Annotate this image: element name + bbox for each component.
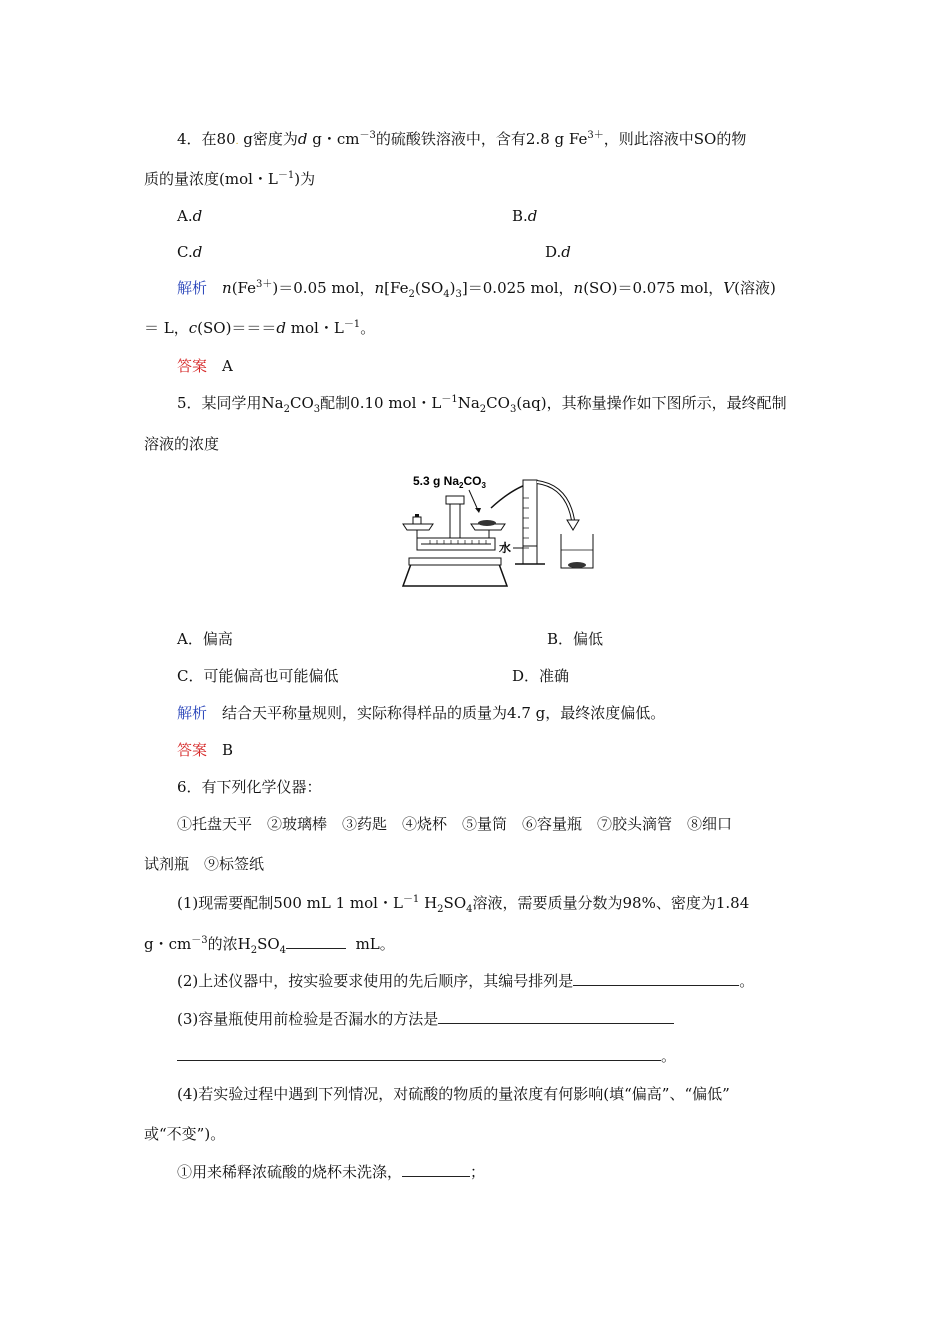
answer-blank[interactable] (402, 1162, 470, 1177)
analysis-tag: 解析 (177, 279, 208, 297)
q4-option-c: C.d (177, 243, 203, 261)
q5-line2: 溶液的浓度 (144, 435, 220, 453)
q4-analysis-line2: ＝ L，c(SO)＝＝＝d mol・$L^{-1}$。 (144, 319, 376, 337)
question-number: 4． (177, 130, 202, 148)
q5-line1: 5．某同学用$Na_2CO_3$配制0.10 mol・$L^{-1}Na_2CO_3(aq)$，其称量操作如下图所示，最终配制 (177, 394, 787, 415)
q6-part4-line2: 或“不变”)。 (144, 1125, 226, 1143)
q6-part1-line2: g・$cm^{-3}$的浓$H_2SO_4$ mL。 (144, 935, 395, 956)
answer-tag: 答案 (177, 357, 208, 375)
answer-blank[interactable] (286, 934, 346, 949)
q5-option-b: B．偏低 (547, 630, 604, 648)
balance-diagram (395, 468, 610, 593)
q6-part4-line1: (4)若实验过程中遇到下列情况，对硫酸的物质的量浓度有何影响(填“偏高”、“偏低” (177, 1085, 730, 1103)
q4-line2: 质的量浓度(mol・$L^{-1}$)为 (144, 170, 316, 188)
q6-part1-line1: (1)现需要配制500 mL 1 mol・$L^{-1}$ $H_2SO_4$溶液，需要质量分数为98%、密度为1.84 (177, 894, 750, 915)
q4-answer (177, 356, 233, 376)
q4-line1: 4．在80. g密度为d g・$cm^{-3}$的硫酸铁溶液中，含有2.8 g $Fe^{3+}$，则此溶液中SO的物 (177, 130, 747, 148)
answer-blank[interactable] (438, 1009, 674, 1024)
figure-water-label: 水 (499, 541, 512, 555)
q4-option-b: B.d (512, 207, 538, 225)
q6-title: 6．有下列化学仪器： (177, 778, 322, 796)
answer-tag: 答案 (177, 741, 208, 759)
q6-part4-item1: ①用来稀释浓硫酸的烧杯未洗涤， ； (177, 1163, 486, 1181)
q6-part3-cont: 。 (177, 1046, 676, 1066)
q4-option-d: D.d (545, 243, 571, 261)
q6-part3: (3)容量瓶使用前检验是否漏水的方法是 (177, 1009, 674, 1029)
q5-option-c: C．可能偏高也可能偏低 (177, 667, 339, 685)
answer-value: B (222, 741, 234, 759)
q5-option-a: A．偏高 (177, 630, 233, 648)
q5-analysis: 解析 结合天平称量规则，实际称得样品的质量为4.7 g，最终浓度偏低。 (177, 704, 666, 722)
q4-analysis-line1: 解析 $n(Fe^{3+})=0.05$ mol，$n[Fe_2(SO_4)_3]=0.025$ mol，n(SO)＝0.075 mol，V(溶液) (177, 279, 776, 300)
q5-answer (177, 740, 233, 760)
analysis-tag: 解析 (177, 704, 208, 722)
q6-items-line1: ①托盘天平 ②玻璃棒 ③药匙 ④烧杯 ⑤量筒 ⑥容量瓶 ⑦胶头滴管 ⑧细口 (177, 815, 733, 833)
q6-part2: (2)上述仪器中，按实验要求使用的先后顺序，其编号排列是 。 (177, 972, 755, 990)
q5-option-d: D．准确 (512, 667, 570, 685)
q4-option-a: A.d (177, 207, 203, 225)
q6-items-line2: 试剂瓶 ⑨标签纸 (144, 855, 265, 873)
answer-blank[interactable] (573, 971, 739, 986)
figure-mass-label: 5.3 g $Na_2CO_3$ (413, 474, 486, 490)
answer-value: A (222, 357, 233, 375)
answer-blank[interactable] (177, 1046, 661, 1061)
